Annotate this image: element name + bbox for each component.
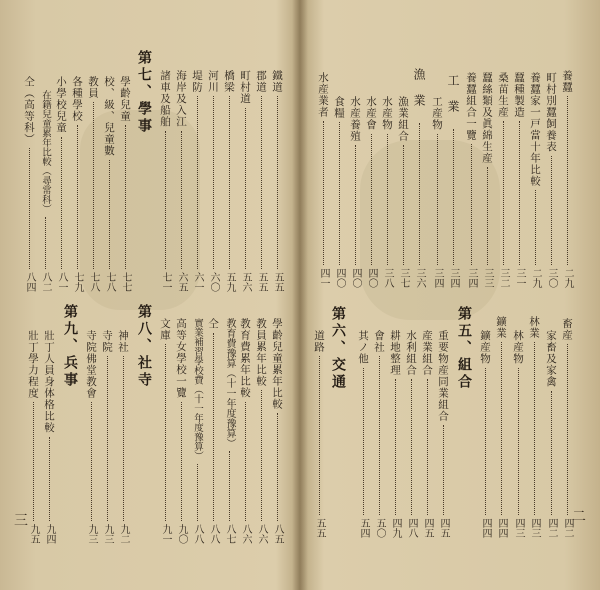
toc-entry (116, 330, 130, 544)
toc-title: 漁業組合 (397, 96, 409, 142)
dot-leader (567, 96, 568, 265)
toc-title: 會社 (373, 330, 385, 353)
dot-leader (518, 368, 519, 516)
toc-page: 九四 (44, 524, 55, 544)
toc-page: 五六 (240, 272, 251, 292)
left-page-number: 三 (14, 513, 28, 529)
toc-title: 諸車及船舶 (159, 70, 171, 128)
toc-page: 七一 (160, 272, 171, 292)
toc-title: 各種學校 (71, 76, 83, 122)
toc-entry (238, 318, 252, 544)
dot-leader (355, 145, 356, 265)
toc-title: 寺院佛堂教會 (85, 330, 97, 399)
dot-leader (107, 356, 108, 521)
toc-page: 八六 (240, 524, 251, 544)
toc-page: 七八 (104, 272, 115, 292)
toc-entry (206, 70, 220, 292)
toc-title: 在籍兒童累年比較（尋常科） (40, 90, 51, 214)
toc-page: 九三 (102, 524, 113, 544)
toc-title: 橋梁 (223, 70, 235, 93)
dot-leader (197, 96, 198, 269)
toc-title: 學齡兒童 (119, 76, 131, 122)
toc-title: 海岸及入江 (175, 70, 187, 128)
toc-page: 四〇 (334, 268, 345, 288)
toc-title: 堤防 (191, 70, 203, 93)
dot-leader (371, 134, 372, 266)
chapter-heading: 第七、學事 (136, 50, 152, 135)
dot-leader (277, 413, 278, 521)
toc-page: 八二 (40, 272, 51, 292)
toc-entry (560, 70, 574, 288)
toc-entry (254, 70, 268, 292)
toc-page: 九五 (28, 524, 39, 544)
toc-page: 五四 (358, 518, 369, 538)
dot-leader (551, 391, 552, 516)
toc-entry (100, 330, 114, 544)
toc-title: 仝 (207, 318, 219, 330)
toc-page: 九二 (118, 524, 129, 544)
toc-entry (254, 318, 268, 544)
toc-entry (316, 72, 330, 288)
dot-leader (261, 96, 262, 269)
toc-entry (190, 70, 204, 292)
toc-entry (544, 72, 558, 288)
toc-title: 教育費累年比較 (239, 318, 251, 399)
dot-leader (363, 368, 364, 516)
toc-entry (102, 76, 116, 292)
toc-page: 三〇 (546, 268, 557, 288)
toc-entry (480, 72, 494, 288)
toc-title: 教員 (87, 76, 99, 99)
toc-title: 食糧 (333, 96, 345, 119)
dot-leader (197, 464, 198, 522)
toc-entry (528, 72, 542, 288)
toc-page: 三二 (498, 268, 509, 288)
toc-title: 校、級、兒童數 (103, 76, 115, 157)
toc-page: 四二 (562, 518, 573, 538)
dot-leader (471, 144, 472, 265)
dot-leader (33, 402, 34, 521)
book-spine (292, 0, 308, 590)
toc-entry (436, 330, 450, 538)
toc-entry (270, 70, 284, 292)
toc-entry (348, 96, 362, 288)
toc-page: 五九 (224, 272, 235, 292)
dot-leader (165, 344, 166, 521)
toc-title: 教員累年比較 (255, 318, 267, 387)
dot-leader (49, 437, 50, 522)
toc-title: 水産會 (365, 96, 377, 131)
dot-leader (61, 137, 62, 270)
toc-entry (388, 330, 402, 538)
toc-title: 寺院 (101, 330, 113, 353)
toc-page: 六〇 (208, 272, 219, 292)
dot-leader (29, 148, 30, 269)
toc-entry (464, 72, 478, 288)
toc-entry (364, 96, 378, 288)
dot-leader (387, 134, 388, 266)
dot-leader (503, 121, 504, 265)
dot-leader (437, 134, 438, 266)
toc-entry (496, 72, 510, 288)
dot-leader (229, 96, 230, 269)
toc-page: 四五 (422, 518, 433, 538)
toc-title: 水産業者 (317, 72, 329, 118)
toc-entry (174, 318, 188, 544)
toc-page: 三八 (382, 268, 393, 288)
toc-page: 八七 (224, 524, 235, 544)
chapter-heading: 第六、交通 (330, 306, 346, 391)
toc-entry (222, 70, 236, 292)
toc-page: 九一 (160, 524, 171, 544)
toc-entry (512, 72, 526, 288)
toc-title: 高等女學校一覽 (175, 318, 187, 399)
toc-entry (190, 318, 204, 544)
dot-leader (319, 356, 320, 515)
toc-title: 町村別蠶飼養表 (545, 72, 557, 153)
toc-page: 八八 (208, 524, 219, 544)
toc-title: 工産物 (431, 96, 443, 131)
toc-page: 八一 (56, 272, 67, 292)
toc-page: 八五 (272, 524, 283, 544)
toc-page: 三一 (514, 268, 525, 288)
toc-entry (312, 330, 326, 538)
dot-leader (45, 217, 46, 270)
toc-title: 學齡兒童累年比較 (271, 318, 283, 410)
toc-page: 四〇 (350, 268, 361, 288)
toc-title: 産業組合 (421, 330, 433, 376)
dot-leader (323, 121, 324, 265)
toc-page: 二九 (530, 268, 541, 288)
toc-title: 町村道 (239, 70, 251, 105)
toc-entry (270, 318, 284, 544)
dot-leader (551, 156, 552, 266)
toc-title: 家畜及家禽 (545, 330, 557, 388)
toc-entry (26, 330, 40, 544)
toc-page: 三四 (432, 268, 443, 288)
toc-page: 七九 (72, 272, 83, 292)
toc-title: 壯丁學力程度 (27, 330, 39, 399)
dot-leader (501, 342, 502, 515)
toc-page: 三三 (482, 268, 493, 288)
dot-leader (181, 402, 182, 522)
dot-leader (379, 356, 380, 515)
toc-entry (430, 96, 444, 288)
chapter-heading: 第九、兵事 (62, 304, 78, 389)
dot-leader (245, 108, 246, 270)
dot-leader (339, 122, 340, 265)
toc-entry (511, 330, 525, 538)
toc-entry (22, 76, 36, 292)
toc-page: 四一 (318, 268, 329, 288)
toc-page: 七七 (120, 272, 131, 292)
toc-entry (446, 74, 460, 288)
dot-leader (419, 123, 420, 265)
toc-page: 六五 (176, 272, 187, 292)
dot-leader (123, 356, 124, 521)
chapter-heading: 第五、組合 (456, 306, 472, 391)
toc-title: 養蠶 (561, 70, 573, 93)
toc-title: 實業補習學校費（十一年度豫算） (192, 318, 203, 461)
toc-entry (238, 70, 252, 292)
toc-title: 郡道 (255, 70, 267, 93)
dot-leader (427, 379, 428, 515)
toc-entry (118, 76, 132, 292)
toc-page: 四〇 (366, 268, 377, 288)
toc-page: 四三 (529, 518, 540, 538)
toc-title: 水利組合 (405, 330, 417, 376)
toc-page: 四二 (546, 518, 557, 538)
dot-leader (91, 402, 92, 521)
dot-leader (519, 121, 520, 265)
toc-page: 四四 (480, 518, 491, 538)
toc-title: 林産物 (512, 330, 524, 365)
dot-leader (453, 129, 454, 265)
toc-page: 三四 (466, 268, 477, 288)
toc-title: 壯丁人員身体格比較 (43, 330, 55, 434)
toc-entry (527, 316, 541, 538)
toc-page: 五五 (314, 518, 325, 538)
toc-title: 林業 (528, 316, 540, 339)
toc-page: 五五 (256, 272, 267, 292)
dot-leader (109, 160, 110, 270)
dot-leader (125, 125, 126, 269)
toc-title: 其ノ他 (357, 330, 369, 365)
toc-entry (560, 318, 574, 538)
toc-title: 教育費豫算（十一年度豫算） (224, 318, 235, 448)
toc-page: 三七 (398, 268, 409, 288)
dot-leader (487, 167, 488, 265)
right-page-number: 二 (572, 509, 586, 525)
toc-title: 耕地整理 (389, 330, 401, 376)
dot-leader (277, 96, 278, 269)
dot-leader (395, 379, 396, 515)
toc-page: 九〇 (176, 524, 187, 544)
toc-entry (42, 330, 56, 544)
toc-entry (84, 330, 98, 544)
toc-entry (206, 318, 220, 544)
toc-page: 三六 (414, 268, 425, 288)
toc-page: 四三 (513, 518, 524, 538)
toc-page: 四九 (390, 518, 401, 538)
toc-entry (332, 96, 346, 288)
toc-title: 鑛業 (495, 316, 507, 339)
toc-title: 重要物産同業組合 (437, 330, 449, 422)
toc-entry (54, 76, 68, 292)
chapter-heading: 第八、社寺 (136, 304, 152, 389)
toc-entry (478, 330, 492, 538)
toc-entry (494, 316, 508, 538)
toc-title: 漁業 (412, 68, 426, 120)
toc-entry (38, 90, 52, 292)
toc-entry (372, 330, 386, 538)
toc-title: 文庫 (159, 318, 171, 341)
toc-entry (356, 330, 370, 538)
toc-title: 工業 (446, 74, 460, 126)
toc-title: 神社 (117, 330, 129, 353)
dot-leader (535, 190, 536, 265)
dot-leader (245, 402, 246, 522)
toc-title: 河川 (207, 70, 219, 93)
dot-leader (213, 333, 214, 522)
toc-entry (412, 68, 426, 288)
toc-entry (544, 330, 558, 538)
dot-leader (77, 125, 78, 269)
dot-leader (181, 131, 182, 270)
toc-entry (86, 76, 100, 292)
toc-entry (380, 96, 394, 288)
dot-leader (165, 131, 166, 270)
toc-page: 八六 (256, 524, 267, 544)
toc-page: 八八 (192, 524, 203, 544)
toc-title: 小學校兒童 (55, 76, 67, 134)
dot-leader (261, 390, 262, 521)
dot-leader (403, 145, 404, 265)
toc-page: 五〇 (374, 518, 385, 538)
toc-entry (404, 330, 418, 538)
toc-entry (222, 318, 236, 544)
dot-leader (411, 379, 412, 515)
toc-title: 養蠶組合一覽 (465, 72, 477, 141)
toc-title: 鐵道 (271, 70, 283, 93)
toc-title: 水産物 (381, 96, 393, 131)
toc-title: 畜産 (561, 318, 573, 341)
toc-page: 三四 (448, 268, 459, 288)
dot-leader (534, 342, 535, 515)
toc-title: 水産養殖 (349, 96, 361, 142)
dot-leader (567, 344, 568, 515)
toc-page: 五五 (272, 272, 283, 292)
dot-leader (485, 368, 486, 516)
toc-title: 養蠶家一戸當十年比較 (529, 72, 541, 187)
toc-title: 道路 (313, 330, 325, 353)
toc-page: 九三 (86, 524, 97, 544)
toc-page: 八四 (24, 272, 35, 292)
toc-entry (174, 70, 188, 292)
toc-entry (70, 76, 84, 292)
toc-page: 六一 (192, 272, 203, 292)
toc-entry (396, 96, 410, 288)
toc-title: 仝（高等科） (23, 76, 35, 145)
dot-leader (443, 425, 444, 515)
dot-leader (93, 102, 94, 269)
toc-page: 四八 (406, 518, 417, 538)
dot-leader (229, 451, 230, 521)
toc-title: 桑苗生産 (497, 72, 509, 118)
toc-title: 蠶種製造 (513, 72, 525, 118)
toc-title: 鑛産物 (479, 330, 491, 365)
toc-page: 四四 (496, 518, 507, 538)
dot-leader (213, 96, 214, 269)
toc-page: 四五 (438, 518, 449, 538)
toc-entry (158, 70, 172, 292)
toc-entry (158, 318, 172, 544)
toc-title: 蠶絲類及眞綿生産 (481, 72, 493, 164)
toc-page: 二九 (562, 268, 573, 288)
toc-entry (420, 330, 434, 538)
toc-page: 七八 (88, 272, 99, 292)
